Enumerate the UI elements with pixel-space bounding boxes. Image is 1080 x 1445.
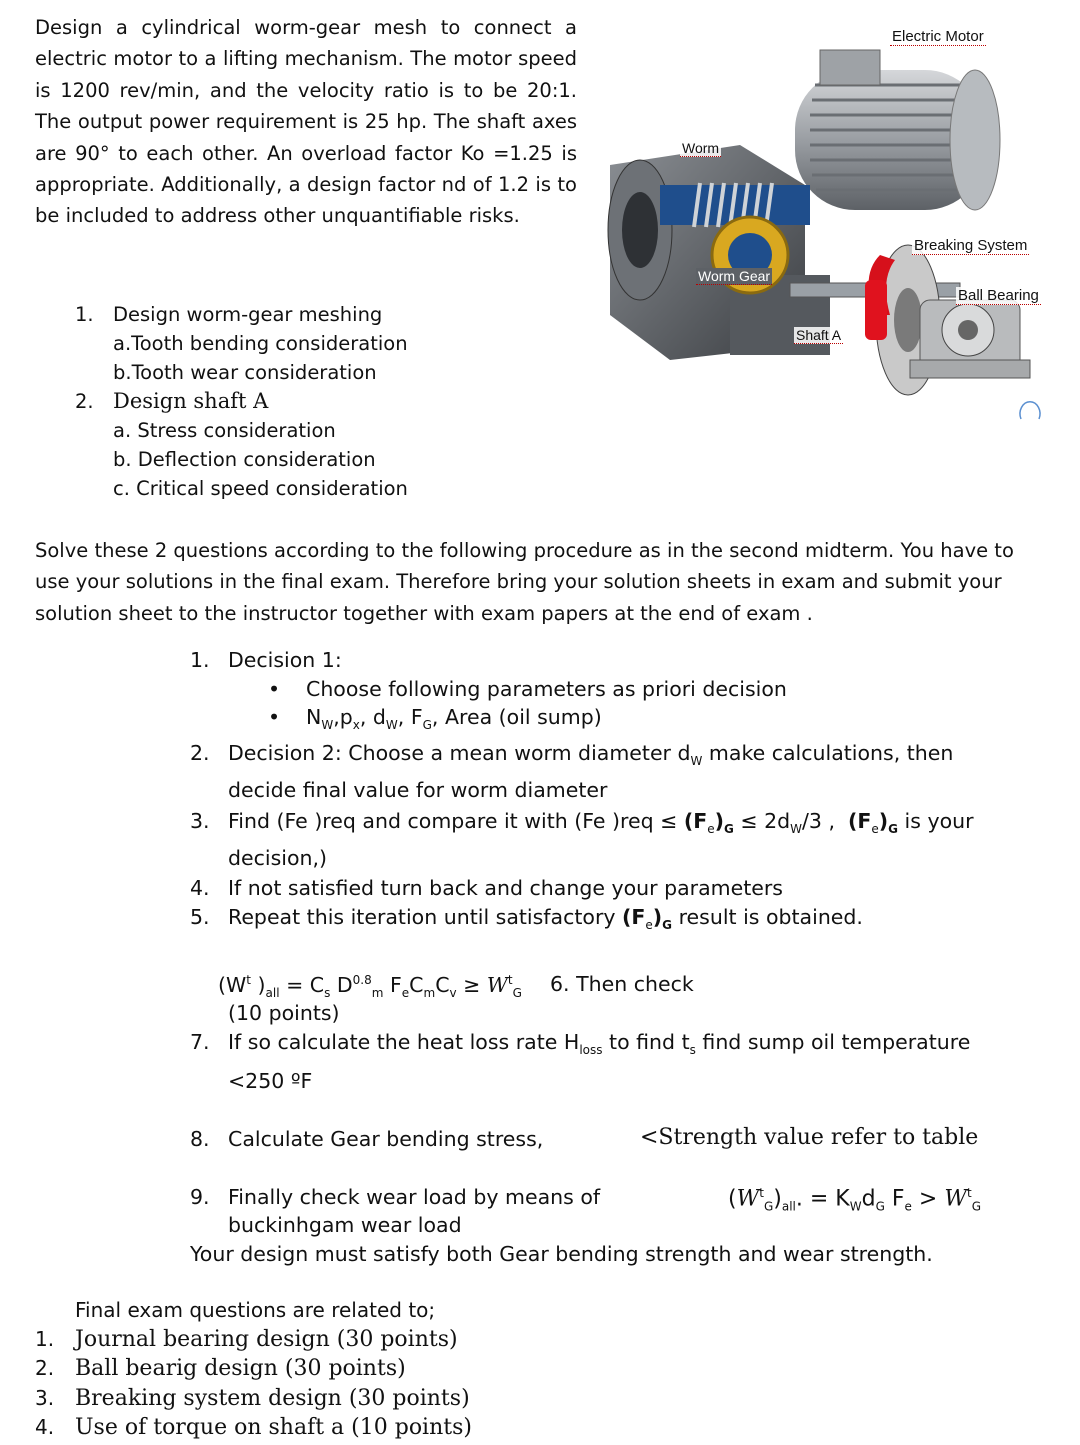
task-item: 2. Design shaft A [75, 389, 269, 413]
design-requirement: Your design must satisfy both Gear bending strength and wear strength. [190, 1242, 933, 1266]
ball-bearing-label: Ball Bearing [958, 287, 1039, 304]
final-exam-item: 2. Ball bearig design (30 points) [35, 1356, 406, 1381]
procedure-step-7: 7. If so calculate the heat loss rate $H_{loss}$ to find $t_s$ find sump oil temperature [190, 1030, 971, 1058]
procedure-step-4: 4. If not satisfied turn back and change your parameters [190, 876, 783, 900]
procedure-bullet: • Choose following parameters as priori decision [268, 677, 787, 701]
procedure-step-8: 8. Calculate Gear bending stress, [190, 1127, 544, 1151]
procedure-step-5: 5. Repeat this iteration until satisfactory $(F_e)_G$ result is obtained. [190, 905, 863, 933]
worm-gear-label: Worm Gear [698, 268, 771, 284]
strength-table-note: <Strength value refer to table [640, 1125, 979, 1150]
assembly-illustration [590, 15, 1060, 425]
procedure-step-2: 2. Decision 2: Choose a mean worm diameter $d_W$ make calculations, then [190, 741, 954, 769]
procedure-step-3-cont: decision,) [228, 846, 328, 870]
electric-motor-label: Electric Motor [892, 28, 984, 45]
final-exam-item: 4. Use of torque on shaft a (10 points) [35, 1415, 472, 1440]
wear-load-equation: $(W^t_G)_{all}$. = $K_Wd_G$ $F_e > W^t_G$ [728, 1186, 981, 1214]
breaking-system-label: Breaking System [914, 237, 1028, 254]
circle-mark-icon [1015, 393, 1045, 423]
procedure-step-3: 3. Find (Fe )req and compare it with (Fe )$req \le (F_e)_G \le 2d_W/3$ , $(F_e)_G$ is your [190, 809, 974, 837]
final-exam-item: 1. Journal bearing design (30 points) [35, 1326, 458, 1352]
allowable-load-equation: ($W^t$ )$_{all} = C_s$ $D^{0.8}_m$ $F_eC_mC_v \ge W^t_G$ [218, 972, 522, 1000]
task-item: 1. Design worm-gear meshing [75, 303, 383, 326]
temperature-limit: <250 ºF [228, 1069, 313, 1093]
task-subitem: c. Critical speed consideration [113, 477, 408, 500]
task-subitem: b. Deflection consideration [113, 448, 376, 471]
final-exam-list [35, 1296, 472, 1443]
procedure-step-6: 6. Then check [550, 972, 694, 996]
problem-statement: Design a cylindrical worm-gear mesh to connect a electric motor to a lifting mechanism. The motor speed is 1200 rev/min, and the velocity ratio is to be 20:1. The output power requirement is 25 hp. The shaft axes are 90° to each other. An overload factor Ko =1.25 is appropriate. Additionally, a design factor nd of 1.2 is to be included to address other unquantifiable risks. [35, 16, 577, 228]
procedure-step-2-cont: decide final value for worm diameter [228, 778, 608, 802]
final-exam-title: Final exam questions are related to; [75, 1298, 436, 1322]
procedure-instructions: Solve these 2 questions according to the following procedure as in the second midterm. You have to use your solutions in the final exam. Therefore bring your solution sheets in exam and submit your solution sheet to the instructor together with exam papers at the end of exam . [35, 539, 1014, 625]
worm-label: Worm [682, 140, 720, 156]
worm-gear-assembly-figure [590, 15, 1060, 425]
task-subitem: a. Stress consideration [113, 419, 336, 442]
procedure-step-9: 9. Finally check wear load by means of [190, 1185, 601, 1209]
task-subitem: b.Tooth wear consideration [113, 361, 377, 384]
procedure-bullet: • $N_W,p_x$, $d_W$, $F_G$, Area (oil sump) [268, 705, 602, 733]
final-exam-item: 3. Breaking system design (30 points) [35, 1385, 470, 1411]
step-6-points: (10 points) [228, 1001, 340, 1025]
shaft-a-label: Shaft A [796, 327, 842, 343]
procedure-step-9-cont: buckinhgam wear load [228, 1213, 462, 1237]
task-list [75, 300, 408, 503]
task-subitem: a.Tooth bending consideration [113, 332, 408, 355]
procedure-step-1: 1. Decision 1: [190, 648, 342, 672]
